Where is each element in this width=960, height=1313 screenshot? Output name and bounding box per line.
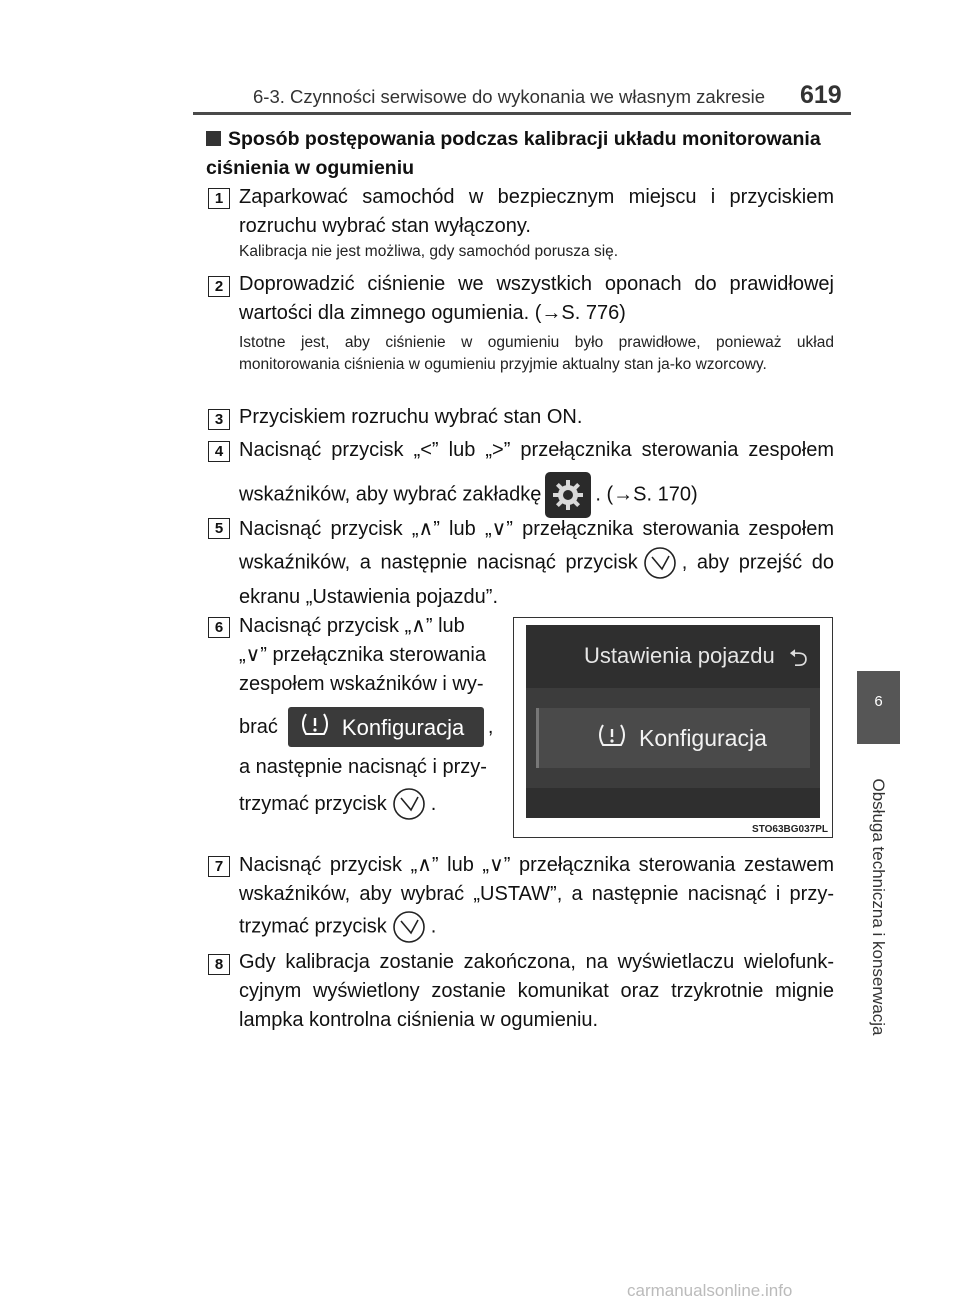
step-text-part: Nacisnąć przycisk „∧” lub „∨” przełącznika sterowania zestawem wskaźników, aby wybrać „USTAW”, a następnie nacisnąć i przy-trzymać przycisk bbox=[239, 854, 834, 938]
step-text-part: Nacisnąć przycisk „<” lub „>” przełącznika sterowania zespołem wskaźników, aby wybrać zakładkę bbox=[239, 439, 834, 506]
step-text-line bbox=[239, 707, 497, 747]
step-text-line: „∨” przełącznika sterowania bbox=[239, 644, 486, 666]
step-text-part: Nacisnąć przycisk „∧” lub „∨” przełącznika sterowania zespołem wskaźników, a następnie nacisnąć przycisk bbox=[239, 518, 834, 574]
step-text-line bbox=[239, 612, 497, 641]
step-text-part: trzymać przycisk bbox=[239, 792, 387, 815]
konfiguracja-label: Konfiguracja bbox=[341, 714, 465, 740]
step-text: Gdy kalibracja zostanie zakończona, na wyświetlaczu wielofunk-cyjnym wyświetlony zostanie komunikat oraz trzykrotnie mignie lampka kontrolna ciśnienia w ogumieniu. bbox=[239, 951, 834, 1031]
step-number: 7 bbox=[208, 856, 230, 877]
step-text-line bbox=[239, 786, 497, 822]
figure-code: STO63BG037PL bbox=[752, 824, 828, 835]
enter-button-icon bbox=[391, 786, 427, 822]
step-note: Kalibracja nie jest możliwa, gdy samochód porusza się. bbox=[239, 243, 619, 260]
multi-info-display bbox=[526, 625, 820, 818]
step-number: 5 bbox=[208, 518, 230, 539]
step-text-part: , bbox=[487, 715, 494, 738]
step-text bbox=[239, 513, 834, 613]
header-divider bbox=[193, 112, 851, 115]
footer-watermark: carmanualsonline.info bbox=[627, 1281, 793, 1300]
step-text-part: . bbox=[430, 792, 437, 815]
step-text bbox=[239, 851, 834, 945]
chapter-tab: 6 bbox=[857, 671, 900, 744]
page-number: 619 bbox=[800, 81, 842, 109]
screen-item bbox=[595, 722, 767, 754]
step-text-line: zespołem wskaźników i wy- bbox=[239, 673, 484, 695]
gear-icon bbox=[545, 472, 591, 518]
screen-menu-row bbox=[526, 688, 820, 788]
konfiguracja-badge bbox=[288, 707, 484, 747]
step-6-text bbox=[239, 612, 497, 822]
step-text-line: a następnie nacisnąć i przy- bbox=[239, 756, 487, 778]
enter-button-icon bbox=[391, 909, 427, 945]
step-text: Zaparkować samochód w bezpiecznym miejscu i przyciskiem rozruchu wybrać stan wyłączony. bbox=[239, 186, 834, 237]
step-text-part: brać bbox=[239, 715, 278, 738]
step-note: Istotne jest, aby ciśnienie w ogumieniu było prawidłowe, ponieważ układ monitorowania ciśnienia w ogumieniu przyjmie aktualny stan ja-ko wzorcowy. bbox=[239, 334, 834, 373]
step-number: 3 bbox=[208, 409, 230, 430]
step-number: 2 bbox=[208, 276, 230, 297]
step-text-part: . bbox=[430, 915, 437, 938]
screen-item-label: Konfiguracja bbox=[639, 724, 767, 751]
section-title: Sposób postępowania podczas kalibracji układu monitorowania ciśnienia w ogumieniu bbox=[206, 128, 821, 179]
step-text-part: , aby przejść do ekranu „Ustawienia pojazdu”. bbox=[239, 551, 834, 608]
display-figure bbox=[513, 617, 833, 838]
step-number: 8 bbox=[208, 954, 230, 975]
step-text: Przyciskiem rozruchu wybrać stan ON. bbox=[239, 406, 583, 428]
screen-selected-item bbox=[536, 708, 810, 768]
step-number: 1 bbox=[208, 188, 230, 209]
tire-pressure-icon bbox=[298, 711, 332, 744]
step-text-part: . (→S. 170) bbox=[595, 483, 698, 506]
step-text: Doprowadzić ciśnienie we wszystkich oponach do prawidłowej wartości dla zimnego ogumienia. (→S. 776) bbox=[239, 273, 834, 324]
tire-pressure-icon bbox=[595, 722, 629, 754]
chapter-tab-label: Obsługa techniczna i konserwacja bbox=[869, 778, 888, 1036]
back-arrow-icon: ⮌ bbox=[788, 645, 808, 672]
step-text-part: Nacisnąć przycisk „∧” lub bbox=[239, 615, 465, 637]
header-title: 6-3. Czynności serwisowe do wykonania we własnym zakresie bbox=[253, 86, 766, 107]
step-text bbox=[239, 428, 834, 518]
step-number: 6 bbox=[208, 617, 230, 638]
enter-button-icon bbox=[642, 545, 678, 581]
screen-title: Ustawienia pojazdu bbox=[584, 643, 775, 668]
step-number: 4 bbox=[208, 441, 230, 462]
